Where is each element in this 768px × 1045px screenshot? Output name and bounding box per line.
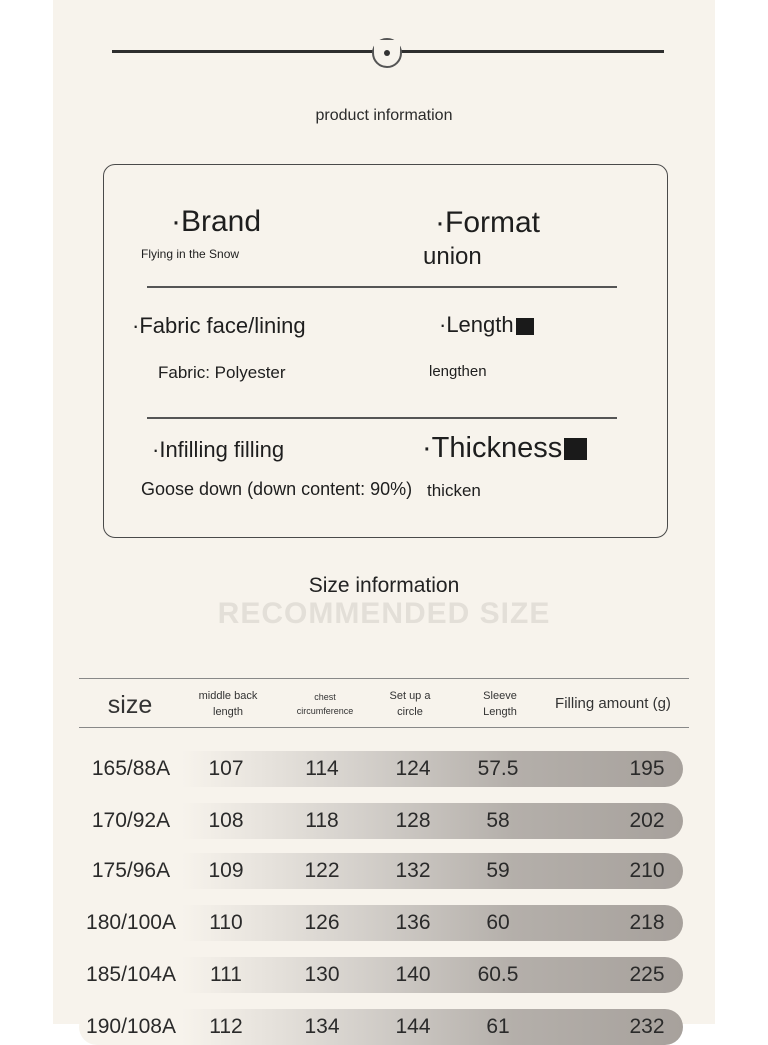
- cell-set-up-circle: 128: [395, 809, 431, 832]
- header-sleeve: Sleeve Length: [483, 690, 517, 718]
- card-divider: [147, 417, 617, 419]
- header-filling: Filling amount (g): [555, 695, 671, 712]
- header-back-length: middle back length: [198, 690, 258, 718]
- cell-sleeve: 60: [486, 911, 510, 934]
- cell-chest: 134: [304, 1015, 340, 1038]
- cell-size: 185/104A: [86, 963, 176, 986]
- fabric-value: Fabric: Polyester: [158, 363, 286, 382]
- filling-label: ·Infilling filling: [152, 437, 285, 462]
- cell-chest: 122: [304, 859, 340, 882]
- table-row: [79, 1009, 683, 1045]
- cell-filling: 202: [629, 809, 665, 832]
- table-row: [79, 957, 683, 993]
- cell-size: 175/96A: [91, 859, 171, 882]
- brand-label: ·Brand: [171, 205, 262, 238]
- cell-size: 165/88A: [91, 757, 171, 780]
- cell-filling: 232: [629, 1015, 665, 1038]
- cell-back-length: 109: [208, 859, 244, 882]
- card-divider: [147, 286, 617, 288]
- header-chest: chest circumference: [296, 692, 354, 716]
- cell-sleeve: 60.5: [477, 963, 519, 986]
- cell-set-up-circle: 140: [395, 963, 431, 986]
- missing-glyph-icon: [516, 318, 534, 335]
- cell-set-up-circle: 124: [395, 757, 431, 780]
- format-label: ·Format: [435, 206, 540, 239]
- product-information-title: product information: [315, 107, 453, 124]
- cell-back-length: 108: [208, 809, 244, 832]
- cell-chest: 114: [305, 757, 339, 780]
- cell-size: 190/108A: [86, 1015, 176, 1038]
- cell-back-length: 111: [210, 963, 242, 986]
- cell-sleeve: 58: [486, 809, 510, 832]
- filling-value: Goose down (down content: 90%): [141, 479, 413, 499]
- brand-value: Flying in the Snow: [141, 247, 240, 261]
- cell-back-length: 107: [208, 757, 244, 780]
- slider-knob: [372, 38, 402, 68]
- length-value: lengthen: [429, 363, 487, 380]
- header-set-up-circle: Set up a circle: [389, 690, 431, 718]
- cell-filling: 210: [629, 859, 665, 882]
- table-row: [79, 803, 683, 839]
- missing-glyph-icon: [564, 438, 587, 460]
- header-size: size: [107, 691, 153, 719]
- table-row: [79, 905, 683, 941]
- cell-chest: 118: [305, 809, 339, 832]
- table-header-rule: [79, 727, 689, 728]
- cell-back-length: 112: [209, 1015, 243, 1038]
- cell-chest: 130: [304, 963, 340, 986]
- cell-set-up-circle: 136: [395, 911, 431, 934]
- product-info-card: [103, 164, 668, 538]
- product-detail-page: [53, 0, 715, 1038]
- cell-size: 180/100A: [86, 911, 176, 934]
- cell-chest: 126: [304, 911, 340, 934]
- cell-sleeve: 59: [486, 859, 510, 882]
- table-row: [79, 751, 683, 787]
- recommended-size-watermark: RECOMMENDED SIZE: [217, 597, 551, 630]
- cell-sleeve: 61: [486, 1015, 510, 1038]
- cell-filling: 218: [629, 911, 665, 934]
- cell-back-length: 110: [209, 911, 243, 934]
- thickness-label: ·Thickness: [422, 432, 587, 465]
- cell-set-up-circle: 144: [395, 1015, 431, 1038]
- table-top-rule: [79, 678, 689, 679]
- cell-size: 170/92A: [91, 809, 171, 832]
- cell-filling: 195: [629, 757, 665, 780]
- cell-sleeve: 57.5: [477, 757, 519, 780]
- thickness-value: thicken: [427, 481, 481, 500]
- size-information-title: Size information: [308, 574, 460, 597]
- table-row: [79, 853, 683, 889]
- cell-filling: 225: [629, 963, 665, 986]
- format-value: union: [423, 243, 482, 270]
- cell-set-up-circle: 132: [395, 859, 431, 882]
- fabric-label: ·Fabric face/lining: [132, 313, 306, 338]
- length-label: ·Length: [439, 312, 534, 338]
